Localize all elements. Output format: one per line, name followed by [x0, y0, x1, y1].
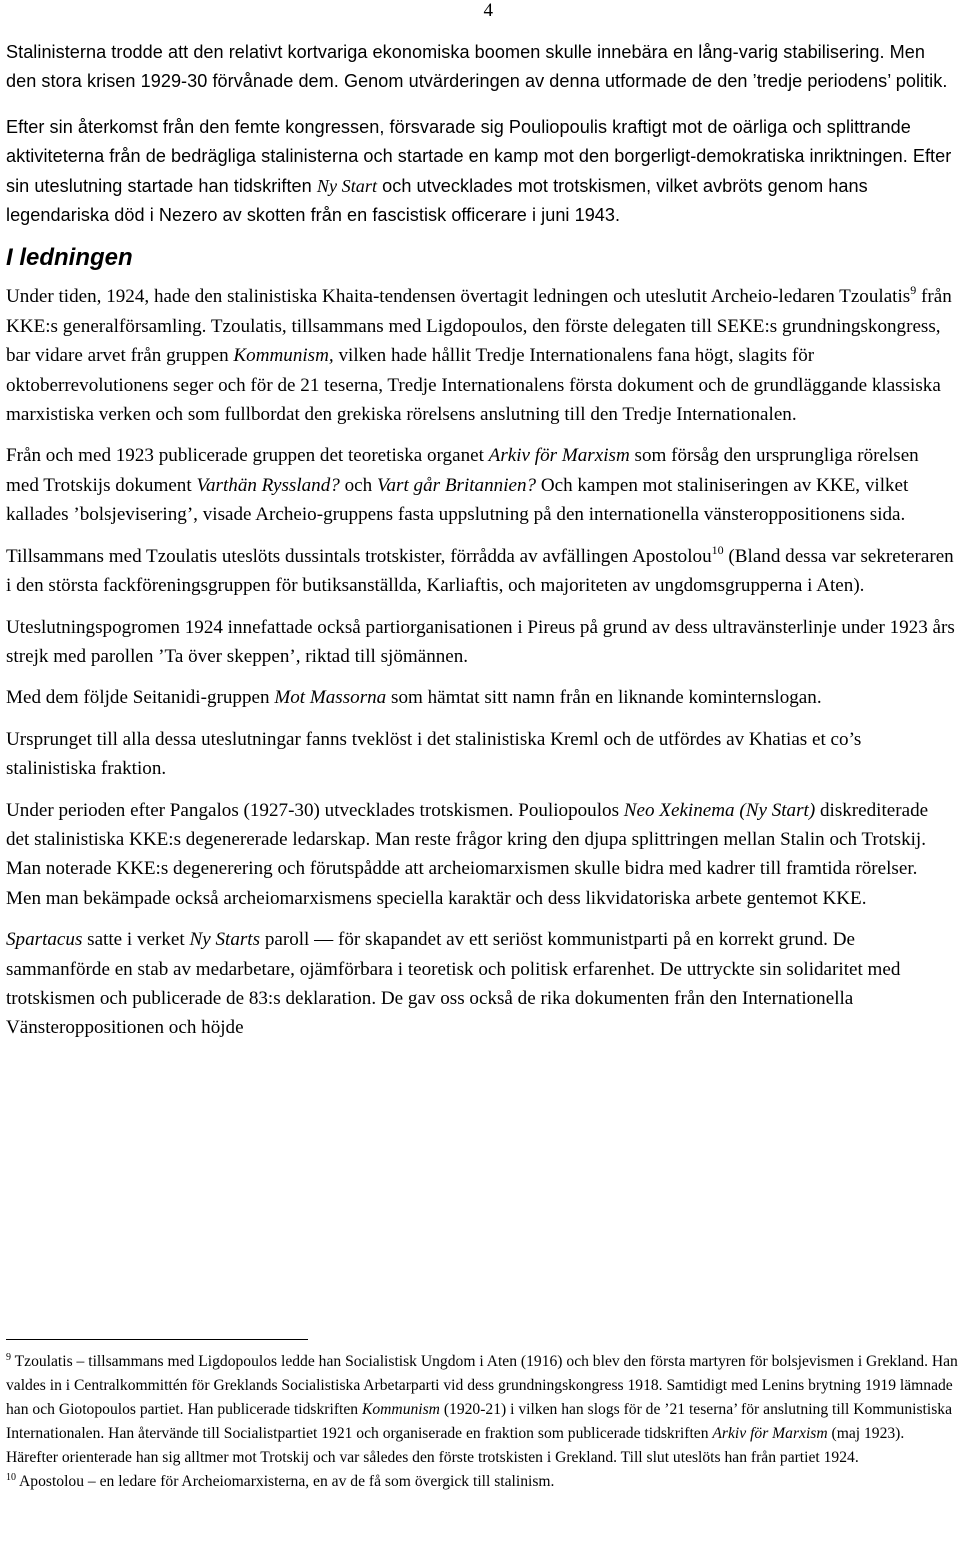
paragraph-khaita-tendency [6, 282, 956, 429]
fn9-arkiv: Arkiv för Marxism [712, 1425, 828, 1442]
footnote-9 [6, 1350, 958, 1470]
p9-text-c: diskrediterade det stalinistiska KKE:s degenererade ledarskap. Man reste frågor kring den djupa splittringen mellan Stalin och Trotskij. Man noterade KKE:s degenerering och förutspådde att archeiomarxismen skulle bidra med kadrer till framtida rörelser. Men man bekämpade också archeiomarxismens speciella karaktär och dess likvidatoriska arbete gentemot KKE. [6, 799, 929, 909]
p4-text-g: Och kampen mot staliniseringen av KKE, vilket kallades ’bolsjevisering’, visade Archeio-gruppens fasta uppslutning på den internationella vänsteroppositionens sida. [6, 474, 909, 526]
fn9-kommunism: Kommunism [361, 1401, 440, 1418]
paragraph-apostolou [6, 542, 956, 601]
paragraph-pouliopoulis [6, 113, 956, 231]
p4-vart-gar: Vart går Britannien? [376, 474, 537, 496]
p3-text-b: från KKE:s generalförsamling. Tzoulatis, tillsammans med Ligdopoulos, den förste delegaten till SEKE:s grundningskongress, bar vidare arvet från gruppen [6, 286, 952, 367]
p3-text-a: Under tiden, 1924, hade den stalinistiska Khaita-tendensen övertagit ledningen och uteslutit Archeio-ledaren Tzoulatis [6, 286, 911, 308]
p3-kommunism: Kommunism, [233, 345, 334, 367]
paragraph-arkiv-for-marxism [6, 441, 956, 529]
footnote-10-number: 10 [6, 1472, 16, 1483]
paragraph-spartacus [6, 925, 956, 1043]
paragraph-kreml: Ursprunget till alla dessa uteslutningar fanns tveklöst i det stalinistiska Kreml och de utfördes av Khatias et co’s stalinistiska fraktion. [6, 728, 862, 780]
paragraph-seitanidi [6, 683, 956, 712]
footnote-divider [6, 1339, 308, 1340]
fn9-text-a: Tzoulatis – tillsammans med Ligdopoulos ledde han Socialistisk Ungdom i Aten (1916) och blev den första martyren för bolsjevismen i Grekland. Han valdes in i Centralkommittén för Greklands Socialistiska Arbetarparti vid dess grundningskongress 1918. Samtidigt med Lenins brytning 1919 lämnade han och Giotopoulos partiet. Han publicerade tidskriften [6, 1353, 958, 1418]
footnote-ref-9: 9 [910, 283, 917, 298]
document-body [6, 38, 956, 1055]
p10-text-d: paroll — för skapandet av ett seriöst kommunistparti på en korrekt grund. De sammanförde en stab av medarbetare, ojämförbara i teoretisk och politisk erfarenhet. De uttryckte sin solidaritet med trotskismen och publicerade de 83:s deklaration. De gav oss också de rika dokumenten från den Internationella Vänsteroppositionen och höjde [6, 929, 901, 1039]
footnote-9-number: 9 [6, 1352, 11, 1363]
p7-mot-massorna: Mot Massorna [274, 687, 387, 709]
p10-ny-starts: Ny Starts [189, 929, 261, 951]
footnote-ref-10: 10 [711, 542, 724, 557]
p4-varthan: Varthän Ryssland? [196, 474, 340, 496]
paragraph-pogrom-1924: Uteslutningspogromen 1924 innefattade också partiorganisationen i Pireus på grund av dess ultravänsterlinje under 1923 års strejk med parollen ’Ta över skeppen’, riktad till sjömännen. [6, 616, 955, 667]
p2-text-d: och utvecklades mot trotskismen, vilket avbröts genom hans legendariska död i Nezero av skotten från en fascistisk officerare i juni 1943. [6, 175, 868, 226]
p4-text-a: Från och med 1923 publicerade gruppen det teoretiska organet [6, 445, 489, 467]
p4-text-e: och [339, 474, 377, 496]
footnote-10 [6, 1470, 958, 1494]
page-number: 4 [483, 0, 493, 21]
fn9-text-e: (maj 1923). Härefter orienterade han sig alltmer mot Trotskij och var således den förste trotskisten i Grekland. Till slut uteslöts han från partiet 1924. [6, 1425, 905, 1466]
p5-text-b: (Bland dessa var sekreteraren i den största fackföreningsgruppen för butiksanställda, Karliaftis, och majoriteten av ungdomsgrupperna i Aten). [6, 545, 954, 597]
p4-arkiv: Arkiv för Marxism [488, 445, 630, 467]
p10-text-b: satte i verket [82, 929, 190, 951]
footnotes [6, 1350, 958, 1494]
p2-ny-start: Ny Start [316, 175, 378, 196]
p9-neo-xekinema: Neo Xekinema (Ny Start) [623, 799, 816, 821]
fn9-text-c: (1920-21) i vilken han slogs för de ’21 teserna’ för anslutning till Kommunistiska Internationalen. Han återvände till Socialistpartiet 1921 och organiserade en fraktion som publicerade tidskriften [6, 1401, 953, 1442]
p2-text-a: Efter sin återkomst från den femte kongressen, försvarade sig Pouliopoulis kraftigt mot de oärliga och splittrande aktiviteterna från de bedrägliga stalinisterna och startade en kamp mot den borgerligt-demokratiska inriktningen. [6, 116, 913, 167]
p3-text-d: vilken hade hållit Tredje Internationalens fana högt, slagits för oktoberrevolutionens seger och för de 21 teserna, Tredje Internationalens första dokument och de grundläggande klassiska marxistiska verken och som fullbordat den grekiska rörelsens anslutning till den Tredje Internationalen. [6, 345, 941, 426]
p4-text-c: som försåg den ursprungliga rörelsen med Trotskijs dokument [6, 445, 919, 496]
p2-text-b: Efter sin uteslutning startade han tidskriften [6, 146, 952, 196]
p5-text-a: Tillsammans med Tzoulatis uteslöts dussintals trotskister, förrådda av avfällingen Apostolou [6, 545, 712, 567]
p7-text-a: Med dem följde Seitanidi-gruppen [6, 687, 275, 709]
paragraph-stalinist-boom: Stalinisterna trodde att den relativt kortvariga ekonomiska boomen skulle innebära en lång-varig stabilisering. Men den stora krisen 1929-30 förvånade dem. Genom utvärderingen av denna utformade de den ’tredje periodens’ politik. [6, 42, 948, 92]
p10-spartacus: Spartacus [6, 929, 83, 951]
fn10-text: Apostolou – en ledare för Archeiomarxisterna, en av de få som övergick till stalinism. [16, 1473, 555, 1490]
p7-text-c: som hämtat sitt namn från en liknande kominternslogan. [386, 687, 822, 709]
paragraph-pangalos [6, 796, 956, 914]
section-heading: I ledningen [6, 244, 133, 272]
p9-text-a: Under perioden efter Pangalos (1927-30) utvecklades trotskismen. Pouliopoulos [6, 799, 624, 821]
